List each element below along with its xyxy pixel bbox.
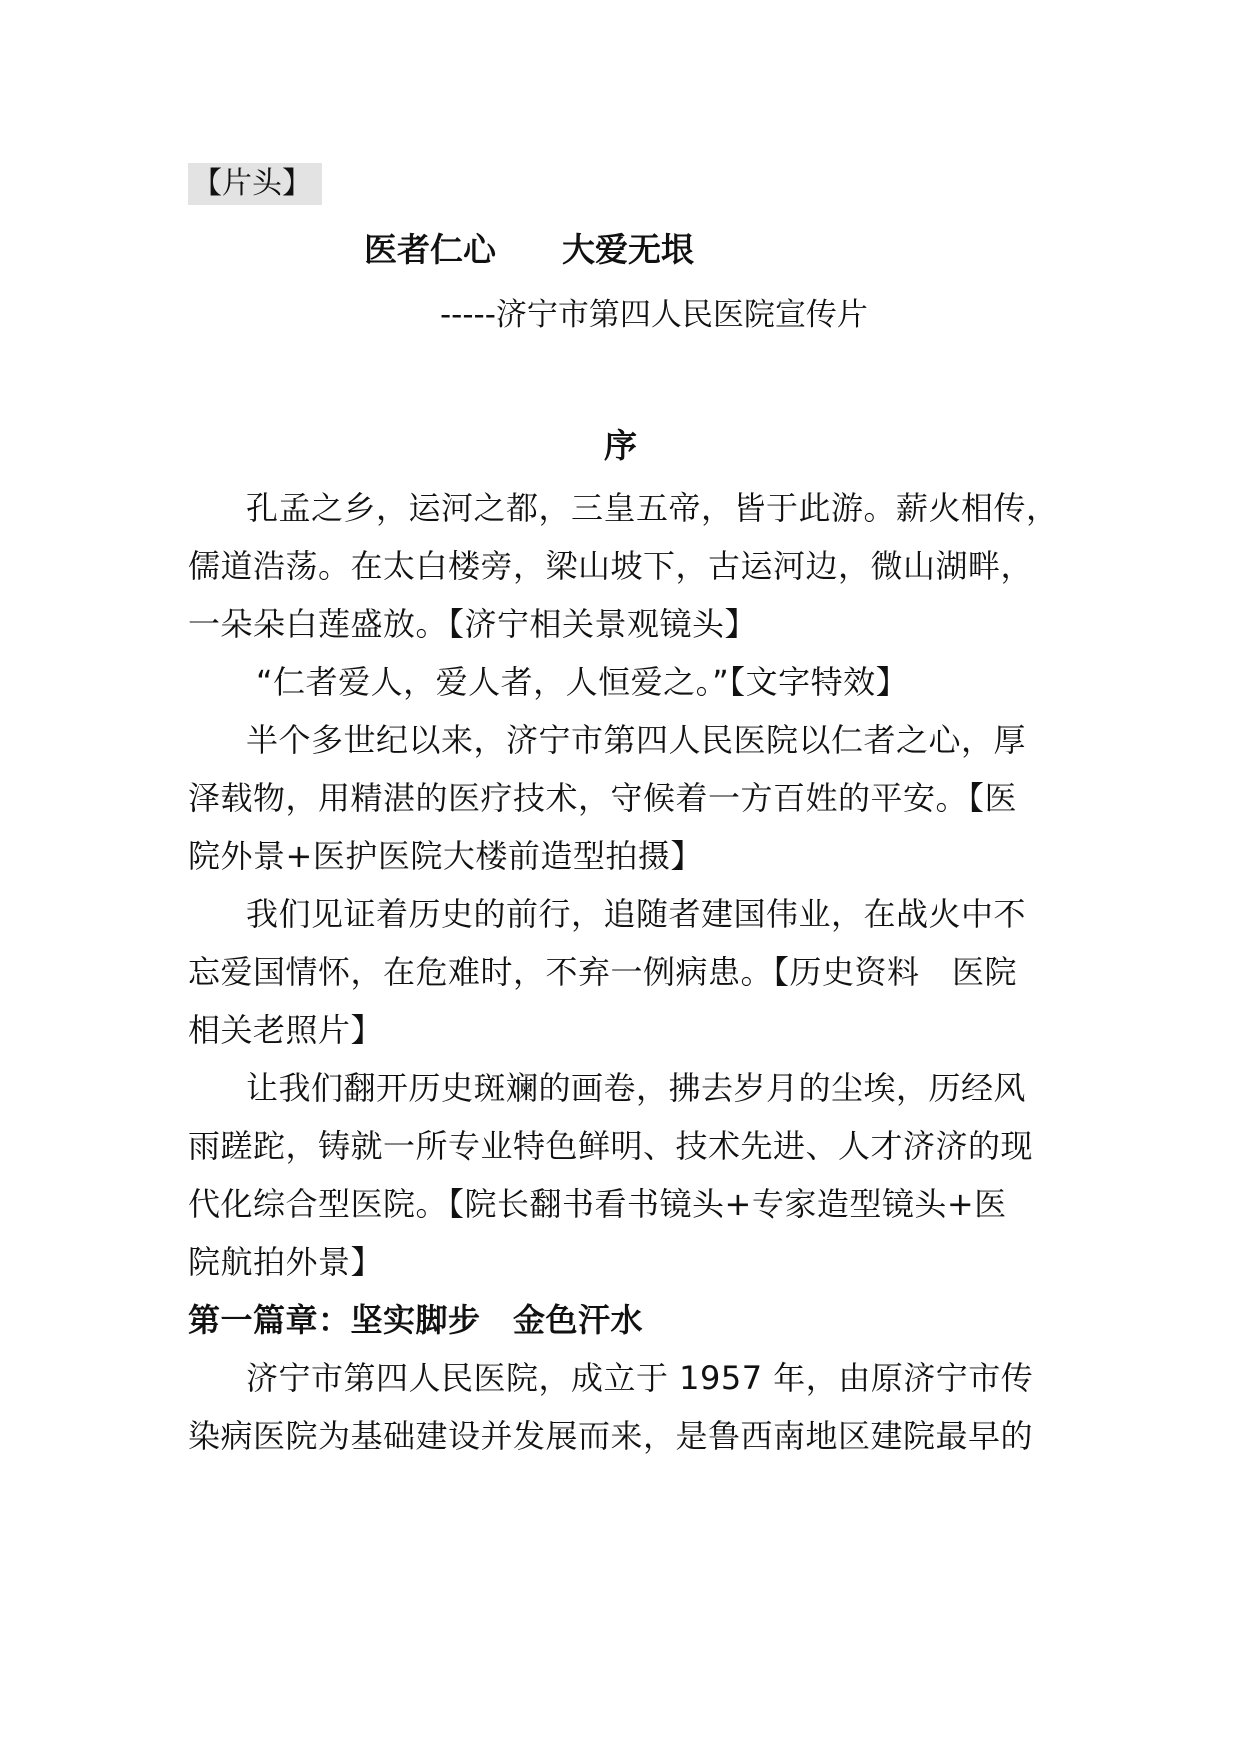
paragraph-5-line-4: 院航拍外景】: [188, 1243, 384, 1281]
subtitle: -----济宁市第四人民医院宣传片: [440, 297, 868, 333]
paragraph-1-line-1: 孔孟之乡，运河之都，三皇五帝，皆于此游。薪火相传，: [246, 489, 1059, 527]
paragraph-4-line-2: 忘爱国情怀，在危难时，不弃一例病患。【历史资料 医院: [188, 953, 1018, 991]
preface-heading: 序: [604, 426, 637, 465]
title-part-2: 大爱无垠: [562, 230, 694, 269]
paragraph-5-line-3: 代化综合型医院。【院长翻书看书镜头+专家造型镜头+医: [188, 1185, 1007, 1223]
chapter-heading: 第一篇章：坚实脚步 金色汗水: [188, 1301, 644, 1339]
paragraph-5-line-2: 雨蹉跎，铸就一所专业特色鲜明、技术先进、人才济济的现: [188, 1127, 1034, 1165]
header-tag: 【片头】: [188, 163, 322, 205]
paragraph-3-line-3: 院外景+医护医院大楼前造型拍摄】: [188, 837, 703, 875]
paragraph-5-line-1: 让我们翻开历史斑斓的画卷，拂去岁月的尘埃，历经风: [246, 1069, 1027, 1107]
paragraph-4-line-1: 我们见证着历史的前行，追随者建国伟业，在战火中不: [246, 895, 1027, 933]
paragraph-1-line-2: 儒道浩荡。在太白楼旁，梁山坡下，古运河边，微山湖畔，: [188, 547, 1034, 585]
paragraph-3-line-2: 泽载物，用精湛的医疗技术，守候着一方百姓的平安。【医: [188, 779, 1018, 817]
paragraph-4-line-3: 相关老照片】: [188, 1011, 384, 1049]
paragraph-3-line-1: 半个多世纪以来，济宁市第四人民医院以仁者之心，厚: [246, 721, 1027, 759]
chapter-paragraph-line-1: 济宁市第四人民医院，成立于 1957 年，由原济宁市传: [246, 1359, 1034, 1397]
paragraph-2-quote: “仁者爱人，爱人者，人恒爱之。”【文字特效】: [256, 663, 909, 701]
paragraph-1-line-3: 一朵朵白莲盛放。【济宁相关景观镜头】: [188, 605, 758, 643]
chapter-paragraph-line-2: 染病医院为基础建设并发展而来，是鲁西南地区建院最早的: [188, 1417, 1034, 1455]
title-part-1: 医者仁心: [364, 230, 496, 269]
